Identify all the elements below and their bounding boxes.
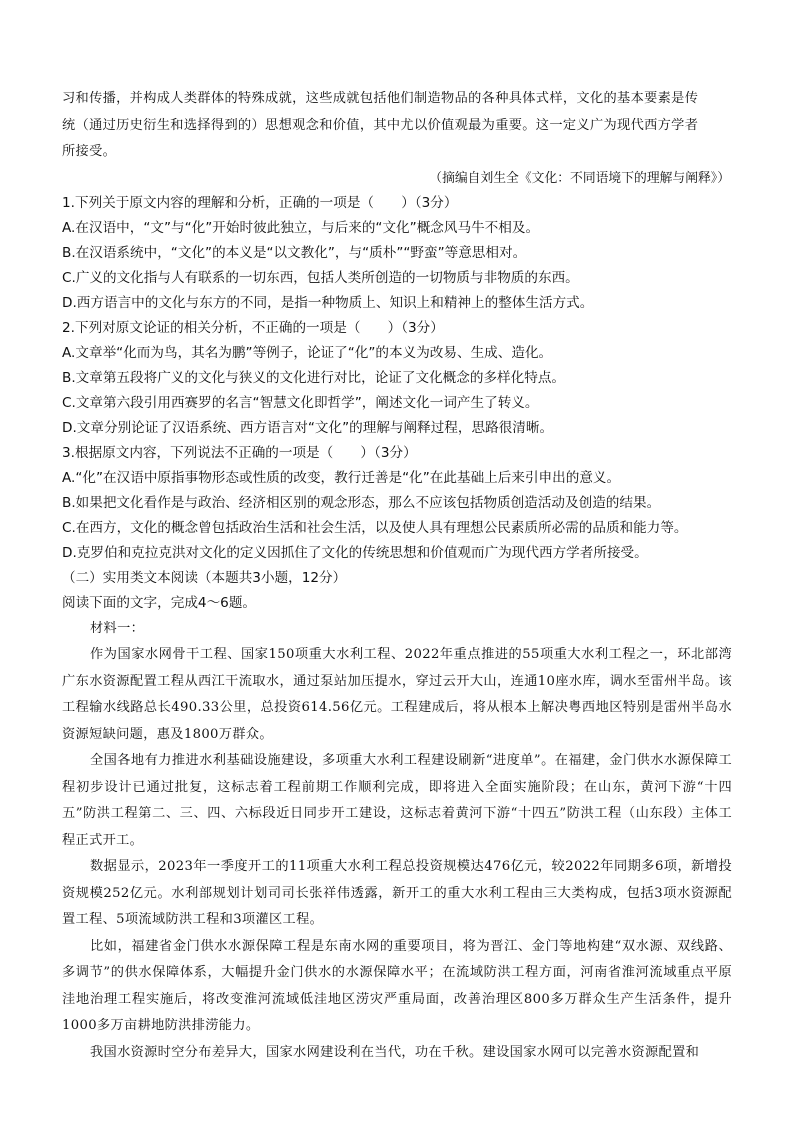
exam-page (62, 86, 732, 1066)
option-a[interactable]: A.文章举“化而为鸟，其名为鹏”等例子，论证了“化”的本义为改易、生成、造化。 (62, 344, 553, 361)
option-d[interactable]: D.文章分别论证了汉语系统、西方语言对“文化”的理解与阐释过程，思路很清晰。 (62, 419, 554, 436)
option-c[interactable]: C.文章第六段引用西赛罗的名言“智慧文化即哲学”，阐述文化一词产生了转义。 (62, 394, 539, 411)
option-b[interactable]: B.在汉语系统中，“文化”的本义是“以文教化”，与“质朴”“野蛮”等意思相对。 (62, 244, 527, 261)
section-heading: （二）实用类文本阅读（本题共3小题，12分） (62, 569, 347, 586)
option-b[interactable]: B.如果把文化看作是与政治、经济相区别的观念形态，那么不应该包括物质创造活动及创造的结果。 (62, 494, 661, 511)
material-paragraph: 比如，福建省金门供水水源保障工程是东南水网的重要项目，将为晋江、金门等地构建“双水源、双线路、多调节”的供水保障体系，大幅提升金门供水的水源保障水平；在流域防洪工程方面，河南省淮河流域重点平原洼地治理工程实施后，将改变淮河流域低洼地区涝灾严重局面，改善治理区800多万群众生产生活条件，提升1000多万亩耕地防洪排涝能力。 (62, 938, 732, 1033)
option-d[interactable]: D.克罗伯和克拉克洪对文化的定义因抓住了文化的传统思想和价值观而广为现代西方学者所接受。 (62, 544, 648, 561)
question-2 (62, 316, 732, 441)
option-b[interactable]: B.文章第五段将广义的文化与狭义的文化进行对比，论证了文化概念的多样化特点。 (62, 369, 566, 386)
option-d[interactable]: D.西方语言中的文化与东方的不同，是指一种物质上、知识上和精神上的整体生活方式。 (62, 294, 594, 311)
material-paragraph: 数据显示，2023年一季度开工的11项重大水利工程总投资规模达476亿元，较2022年同期多6项，新增投资规模252亿元。水利部规划计划司司长张祥伟透露，新开工的重大水利工程由三大类构成，包括3项水资源配置工程、5项流域防洪工程和3项灌区工程。 (62, 859, 732, 927)
question-3 (62, 441, 732, 566)
question-1 (62, 191, 732, 316)
passage1-line-3: 所接受。 (62, 144, 117, 159)
material-paragraph: 全国各地有力推进水利基础设施建设，多项重大水利工程建设刷新“进度单”。在福建，金门供水水源保障工程初步设计已通过批复，这标志着工程前期工作顺利完成，即将进入全面实施阶段；在山东，黄河下游“十四五”防洪工程第二、三、四、六标段近日同步开工建设，这标志着黄河下游“十四五”防洪工程（山东段）主体工程正式开工。 (62, 753, 732, 848)
passage1-line-2: 统（通过历史衍生和选择得到的）思想观念和价值，其中尤以价值观最为重要。这一定义广为现代西方学者 (62, 117, 699, 133)
material-label: 材料一： (90, 620, 145, 636)
question-stem: 1.下列关于原文内容的理解和分析，正确的一项是（ ）（3分） (62, 194, 458, 211)
passage1-source: （摘编自刘生全《文化：不同语境下的理解与阐释》） (429, 170, 730, 186)
passage1-tail (62, 86, 732, 191)
option-a[interactable]: A.在汉语中，“文”与“化”开始时彼此独立，与后来的“文化”概念风马牛不相及。 (62, 219, 540, 236)
passage1-line-1: 习和传播，并构成人类群体的特殊成就，这些成就包括他们制造物品的各种具体式样，文化的基本要素是传 (62, 91, 699, 106)
section-2 (62, 566, 732, 1067)
option-c[interactable]: C.广义的文化指与人有联系的一切东西，包括人类所创造的一切物质与非物质的东西。 (62, 269, 579, 286)
material-paragraph: 作为国家水网骨干工程、国家150项重大水利工程、2022年重点推进的55项重大水利工程之一，环北部湾广东水资源配置工程从西江干流取水，通过泵站加压提水，穿过云开大山，连通10座水库，调水至雷州半岛。该工程输水线路总长490.33公里，总投资614.56亿元。工程建成后，将从根本上解决粤西地区特别是雷州半岛水资源短缺问题，惠及1800万群众。 (62, 647, 732, 742)
option-c[interactable]: C.在西方，文化的概念曾包括政治生活和社会生活，以及使人具有理想公民素质所必需的品质和能力等。 (62, 519, 688, 536)
section-instruction: 阅读下面的文字，完成4～6题。 (62, 594, 257, 611)
material-paragraph: 我国水资源时空分布差异大，国家水网建设利在当代，功在千秋。建设国家水网可以完善水资源配置和 (90, 1044, 700, 1060)
option-a[interactable]: A.“化”在汉语中原指事物形态或性质的改变，教行迁善是“化”在此基础上后来引申出的意义。 (62, 469, 621, 486)
question-stem: 3.根据原文内容，下列说法不正确的一项是（ ）（3分） (62, 444, 417, 461)
question-stem: 2.下列对原文论证的相关分析，不正确的一项是（ ）（3分） (62, 319, 444, 336)
